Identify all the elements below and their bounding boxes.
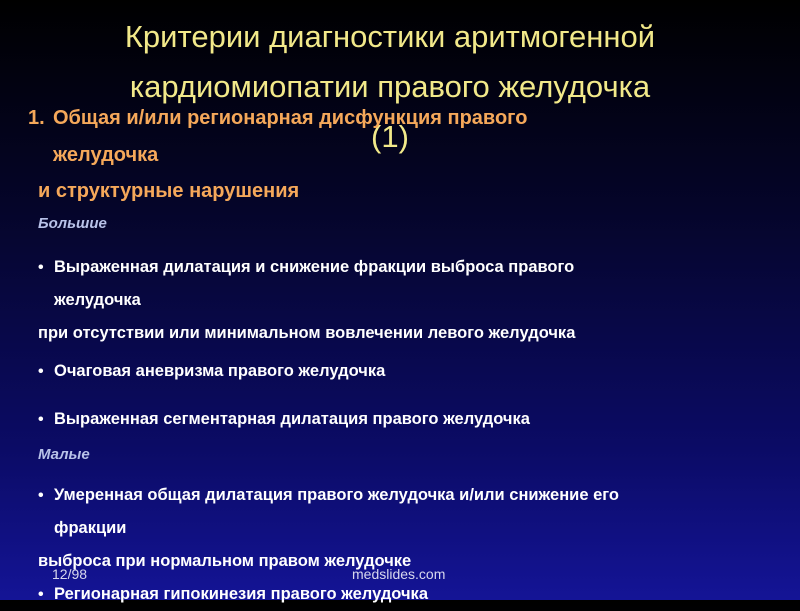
minor-item-2-text: Регионарная гипокинезия правого желудочка bbox=[54, 585, 428, 603]
bullet-icon: • bbox=[38, 411, 44, 428]
slide-page-number: 12/98 bbox=[52, 566, 88, 582]
major-item-1 bbox=[38, 251, 778, 350]
slide-title-line-3: (1) bbox=[371, 119, 409, 154]
major-item-1-line-1: Выраженная дилатация и снижение фракции выброса правого bbox=[54, 258, 575, 276]
minor-item-2 bbox=[38, 578, 778, 611]
major-item-1-line-3: при отсутствии или минимальном вовлечении левого желудочка bbox=[38, 324, 576, 342]
minor-item-1 bbox=[38, 479, 778, 578]
minor-item-1-line-2: фракции bbox=[54, 519, 127, 537]
bullet-icon: • bbox=[38, 363, 44, 380]
slide-title-line-2: кардиомиопатии правого желудочка bbox=[129, 69, 651, 104]
bullet-icon: • bbox=[38, 586, 44, 603]
minor-criteria-label: Малые bbox=[38, 446, 90, 463]
major-item-2 bbox=[38, 355, 778, 388]
major-item-3 bbox=[38, 403, 778, 436]
criteria-heading-line-2: желудочка bbox=[53, 144, 159, 166]
major-item-1-line-2: желудочка bbox=[54, 291, 141, 309]
bullet-icon: • bbox=[38, 259, 44, 276]
slide-source: medslides.com bbox=[352, 566, 446, 582]
bullet-icon: • bbox=[38, 487, 44, 504]
criteria-heading-line-1: Общая и/или регионарная дисфункция правого bbox=[53, 107, 528, 129]
major-item-2-text: Очаговая аневризма правого желудочка bbox=[54, 362, 386, 380]
major-item-3-text: Выраженная сегментарная дилатация правого желудочка bbox=[54, 410, 530, 428]
minor-item-1-line-1: Умеренная общая дилатация правого желудочка и/или снижение его bbox=[54, 486, 619, 504]
slide-title-line-1: Критерии диагностики аритмогенной bbox=[124, 19, 656, 54]
criteria-number: 1. bbox=[28, 107, 45, 129]
criteria-heading bbox=[28, 100, 688, 174]
criteria-heading-line-3: и структурные нарушения bbox=[38, 180, 300, 202]
minor-item-1-line-3: выброса при нормальном правом желудочке bbox=[38, 552, 412, 570]
major-criteria-label: Большие bbox=[38, 215, 107, 232]
